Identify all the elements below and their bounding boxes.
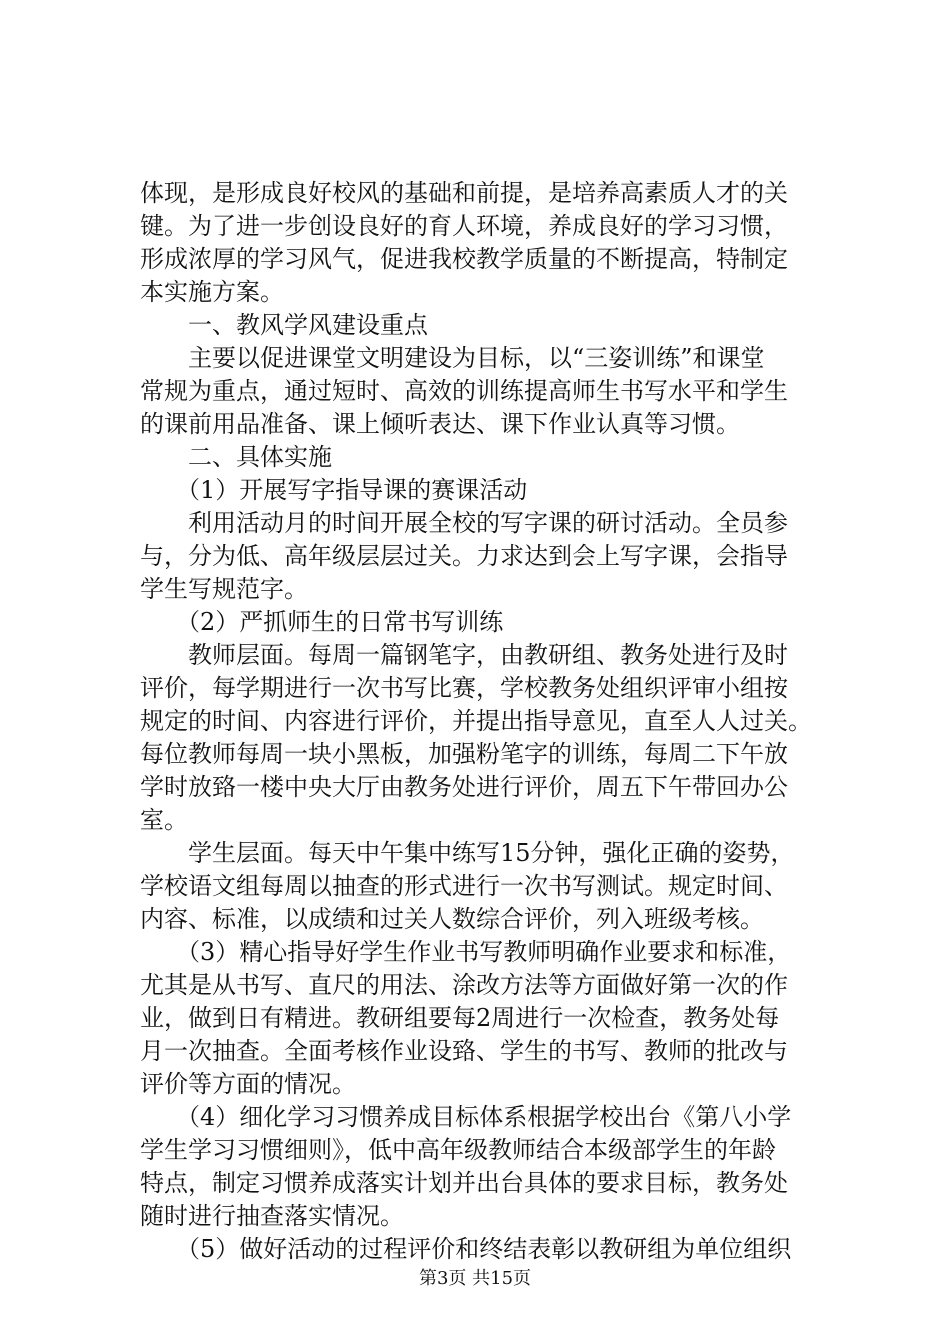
text-line: 评价等方面的情况。 [140,1070,356,1098]
text-line: （4）细化学习习惯养成目标体系根据学校出台《第八小学 [140,1103,792,1131]
text-line: 学生层面。每天中午集中练写15分钟，强化正确的姿势， [140,839,795,867]
text-line: 教师层面。每周一篇钢笔字，由教研组、教务处进行及时 [140,641,788,669]
text-line: 规定的时间、内容进行评价，并提出指导意见，直至人人过关。 [140,707,812,735]
text-line: 特点，制定习惯养成落实计划并出台具体的要求目标，教务处 [140,1169,788,1197]
text-line: （5）做好活动的过程评价和终结表彰以教研组为单位组织 [140,1235,792,1263]
text-line: 每位教师每周一块小黑板，加强粉笔字的训练，每周二下午放 [140,740,788,768]
subsection-heading: （2）严抓师生的日常书写训练 [140,608,504,636]
subsection-heading: （1）开展写字指导课的赛课活动 [140,476,528,504]
document-body [140,177,840,1266]
text-line: 本实施方案。 [140,278,284,306]
text-line: 内容、标准，以成绩和过关人数综合评价，列入班级考核。 [140,905,764,933]
text-line: 键。为了进一步创设良好的育人环境，养成良好的学习习惯， [140,212,788,240]
text-line: 月一次抽查。全面考核作业设臵、学生的书写、教师的批改与 [140,1037,788,1065]
text-line: 体现，是形成良好校风的基础和前提，是培养高素质人才的关 [140,179,788,207]
text-line: 与，分为低、高年级层层过关。力求达到会上写字课，会指导 [140,542,788,570]
text-line: 学生写规范字。 [140,575,308,603]
text-line: 主要以促进课堂文明建设为目标，以“三姿训练”和课堂 [140,344,765,372]
text-line: 常规为重点，通过短时、高效的训练提高师生书写水平和学生 [140,377,788,405]
text-line: 利用活动月的时间开展全校的写字课的研讨活动。全员参 [140,509,788,537]
text-line: 学校语文组每周以抽查的形式进行一次书写测试。规定时间、 [140,872,788,900]
text-line: 学时放臵一楼中央大厅由教务处进行评价，周五下午带回办公 [140,773,788,801]
text-line: 随时进行抽查落实情况。 [140,1202,404,1230]
text-line: 的课前用品准备、课上倾听表达、课下作业认真等习惯。 [140,410,740,438]
text-line: 业，做到日有精进。教研组要每2周进行一次检查，教务处每 [140,1004,780,1032]
text-line: 室。 [140,806,188,834]
text-line: 评价，每学期进行一次书写比赛，学校教务处组织评审小组按 [140,674,788,702]
text-line: 尤其是从书写、直尺的用法、涂改方法等方面做好第一次的作 [140,971,788,999]
section-heading: 一、教风学风建设重点 [140,311,428,339]
text-line: （3）精心指导好学生作业书写教师明确作业要求和标准， [140,938,792,966]
section-heading: 二、具体实施 [140,443,332,471]
text-line: 形成浓厚的学习风气，促进我校教学质量的不断提高，特制定 [140,245,788,273]
text-line: 学生学习习惯细则》，低中高年级教师结合本级部学生的年龄 [140,1136,776,1164]
page-number-footer: 第3页 共15页 [418,1268,532,1289]
